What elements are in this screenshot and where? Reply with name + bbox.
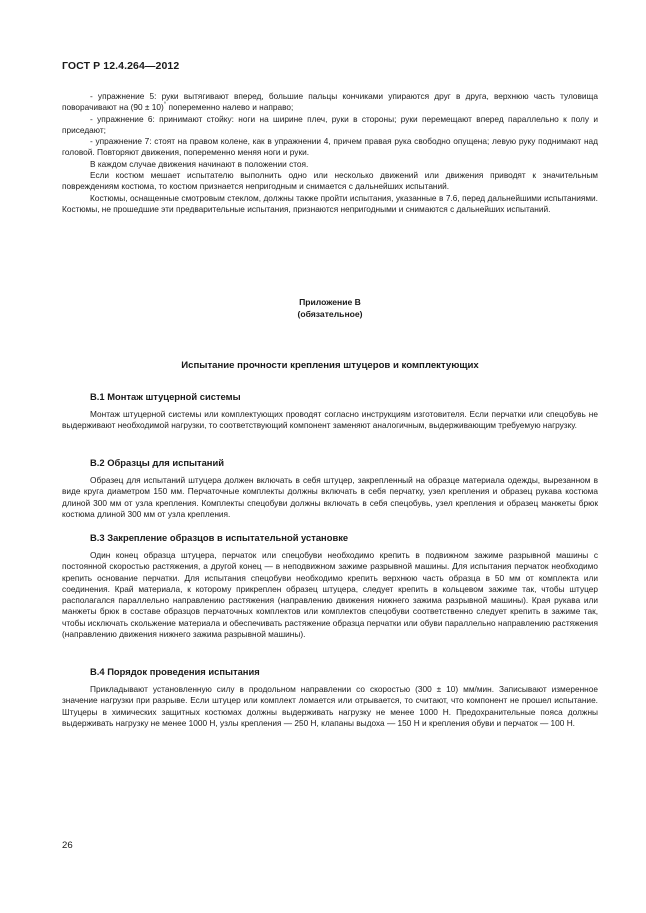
exercise-5-text: - упражнение 5: руки вытягивают вперед, большие пальцы кончиками упираются друг в друга, верхнюю часть туловища поворачивают на (90 ± 10) (62, 91, 598, 113)
section-b1-paragraph: Монтаж штуцерной системы или комплектующих проводят согласно инструкциям изготовителя. Если перчатки или спецобувь не выдерживают необходимой нагрузки, то соответствующий компонент заменяют аналогичным, выдерживающим требуемую нагрузку. (62, 409, 598, 431)
section-b2 (62, 457, 598, 520)
section-b3-heading: В.3 Закрепление образцов в испытательной установке (90, 532, 349, 543)
suit-rejection-paragraph: Если костюм мешает испытателю выполнить одно или несколько движений или движения приводят к значительным повреждениям костюма, то костюм признается непригодным и снимается с дальнейших испытаний. (62, 170, 598, 192)
section-b1-heading: В.1 Монтаж штуцерной системы (90, 391, 241, 402)
degree-superscript: ° (163, 102, 167, 109)
exercise-5-paragraph (62, 91, 598, 114)
section-b2-paragraph: Образец для испытаний штуцера должен включать в себя штуцер, закрепленный на образце материала одежды, вырезанном в виде круга диаметром 150 мм. Перчаточные комплекты должны включать в себя перчатку, узел крепления и образец рукава костюма длиной 300 мм от узла крепления. Комплекты спецобуви должны включать в себя спецобувь, узел крепления и образец манжеты брюк костюма длиной 300 мм от узла крепления. (62, 475, 598, 519)
section-b1 (62, 391, 598, 432)
appendix-title: Приложение В (299, 297, 361, 307)
page-number: 26 (62, 840, 73, 851)
exercise-6-paragraph: - упражнение 6: принимают стойку: ноги на ширине плеч, руки в стороны; руки перемещают вперед параллельно к полу и приседают; (62, 113, 598, 135)
section-title: Испытание прочности крепления штуцеров и комплектующих (181, 360, 479, 371)
intro-block (62, 91, 598, 215)
section-b3 (62, 532, 598, 640)
section-b4-heading: В.4 Порядок проведения испытания (90, 666, 260, 677)
section-b4 (62, 666, 598, 729)
section-b2-heading: В.2 Образцы для испытаний (90, 457, 224, 468)
start-position-paragraph: В каждом случае движения начинают в положении стоя. (90, 158, 309, 169)
appendix-status: (обязательное) (297, 308, 363, 319)
exercise-7-paragraph: - упражнение 7: стоят на правом колене, как в упражнении 4, причем правая рука свободно опущена; левую руку поднимают над головой. Повторяют движения, попеременно меняя ноги и руки. (62, 136, 598, 158)
appendix-heading (62, 297, 598, 320)
section-b4-paragraph: Прикладывают установленную силу в продольном направлении со скоростью (300 ± 10) мм/мин. Записывают измеренное значение нагрузки при разрыве. Если штуцер или комплект ломается или отрывается, то считают, что компонент не прошел испытание. Штуцеры в химических защитных костюмах должны выдерживать нагрузку не менее 1000 Н. Предохранительные пояса должны выдерживать нагрузку не менее 1000 Н, узлы крепления — 250 Н, клапаны выдоха — 150 Н и крепления обуви и перчаток — 100 Н. (62, 684, 598, 728)
section-b3-paragraph: Один конец образца штуцера, перчаток или спецобуви необходимо крепить в подвижном зажиме разрывной машины с постоянной скоростью растяжения, а другой конец — в неподвижном зажиме разрывной машины. Для испытания перчаток необходимо крепить основание перчатки. Для испытания спецобуви необходимо крепить верхнюю часть образца в 50 мм от комплекта или соединения. Край материала, к которому прикреплен образец штуцера, следует крепить в кольцевом зажиме так, чтобы штуцер располагался параллельно направлению растяжения (направлению движения нижнего зажима разрывной машины). Края рукава или манжеты брюк в составе образцов перчаточных комплектов или комплектов спецобуви соответственно следует крепить в зажиме так, чтобы исключать скольжение материала и обеспечивать растяжение образца перчатки или обуви параллельно направлению растяжения (направлению движения нижнего зажима разрывной машины). (62, 550, 598, 640)
document-code: ГОСТ Р 12.4.264—2012 (62, 60, 180, 72)
visor-suits-paragraph: Костюмы, оснащенные смотровым стеклом, должны также пройти испытания, указанные в 7.6, перед дальнейшими испытаниями. Костюмы, не прошедшие эти предварительные испытания, признаются непригодными и снимаются с дальнейших испытаний. (62, 192, 598, 214)
exercise-5-text-end: попеременно налево и направо; (166, 102, 294, 113)
